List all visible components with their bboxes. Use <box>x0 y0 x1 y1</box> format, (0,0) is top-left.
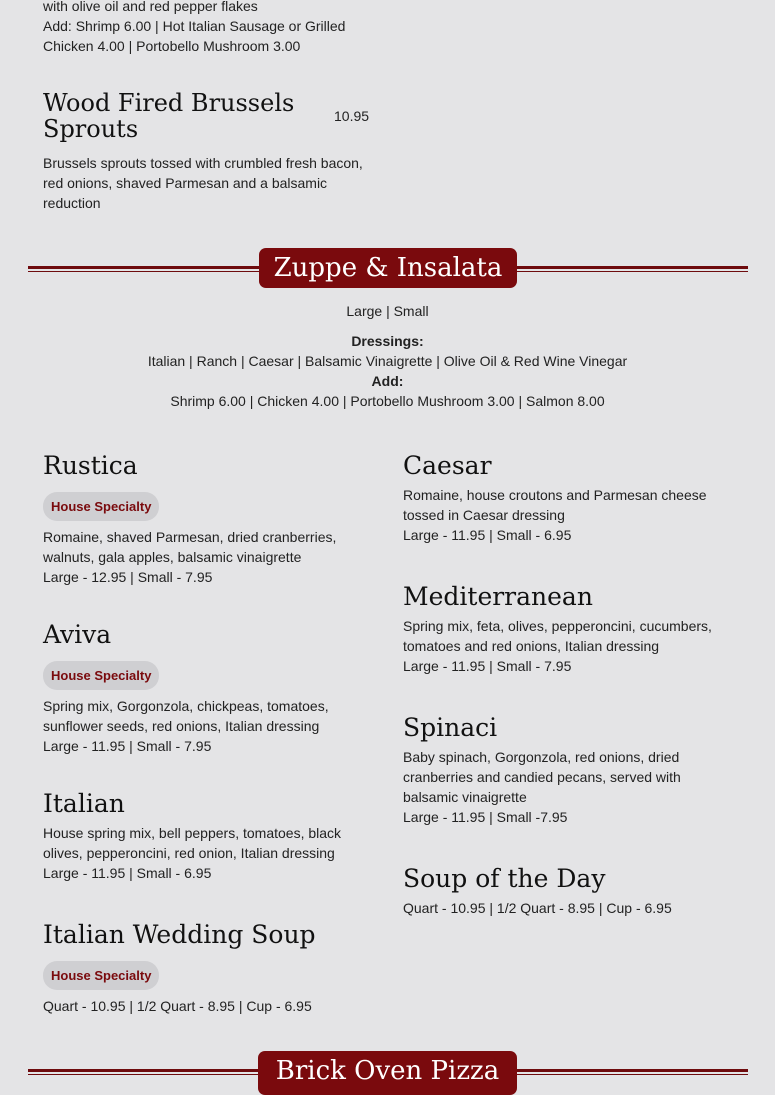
dressings-list: Italian | Ranch | Caesar | Balsamic Vinaigrette | Olive Oil & Red Wine Vinegar <box>147 353 628 369</box>
item-description: Romaine, house croutons and Parmesan cheese tossed in Caesar dressing <box>403 487 707 523</box>
item-price: Quart - 10.95 | 1/2 Quart - 8.95 | Cup - 6.95 <box>43 998 312 1014</box>
item-title: Rustica <box>43 451 138 480</box>
item-price: Large - 11.95 | Small - 7.95 <box>403 658 572 674</box>
house-specialty-badge: House Specialty <box>43 661 159 690</box>
item-description-brussels: Brussels sprouts tossed with crumbled fresh bacon, red onions, shaved Parmesan and a balsamic reduction <box>43 155 363 211</box>
previous-item-add-ons <box>43 16 383 56</box>
item-title: Italian Wedding Soup <box>43 920 316 949</box>
dressings-label: Dressings: <box>351 333 424 349</box>
item-price: Large - 11.95 | Small - 6.95 <box>43 865 212 881</box>
add-options-list: Shrimp 6.00 | Chicken 4.00 | Portobello Mushroom 3.00 | Salmon 8.00 <box>170 393 605 409</box>
add-ons-line: Add: Shrimp 6.00 | Hot Italian Sausage or Grilled <box>43 18 346 34</box>
item-description: Romaine, shaved Parmesan, dried cranberries, walnuts, gala apples, balsamic vinaigrette <box>43 529 337 565</box>
item-description: Spring mix, Gorgonzola, chickpeas, tomatoes, sunflower seeds, red onions, Italian dressing <box>43 698 329 734</box>
item-price: Large - 11.95 | Small - 7.95 <box>43 738 212 754</box>
item-title: Soup of the Day <box>403 864 606 893</box>
item-title: Spinaci <box>403 713 498 742</box>
item-price-brussels: 10.95 <box>334 108 370 124</box>
menu-item-mediterranean <box>403 583 733 676</box>
menu-item-caesar <box>403 452 733 545</box>
item-description: Spring mix, feta, olives, pepperoncini, cucumbers, tomatoes and red onions, Italian dressing <box>403 618 712 654</box>
item-price: Quart - 10.95 | 1/2 Quart - 8.95 | Cup - 6.95 <box>403 900 672 916</box>
previous-item-description: with olive oil and red pepper flakes <box>43 0 258 14</box>
menu-item-italian <box>43 790 373 883</box>
add-ons-line: Chicken 4.00 | Portobello Mushroom 3.00 <box>43 38 301 54</box>
item-title-brussels: Wood Fired Brussels Sprouts <box>43 89 295 143</box>
item-title: Italian <box>43 789 125 818</box>
add-label: Add: <box>371 373 404 389</box>
house-specialty-badge: House Specialty <box>43 961 159 990</box>
item-price: Large - 11.95 | Small -7.95 <box>403 809 568 825</box>
item-price: Large - 12.95 | Small - 7.95 <box>43 569 213 585</box>
menu-item-soup-of-the-day <box>403 865 733 918</box>
menu-item-italian-wedding-soup <box>43 921 373 1016</box>
item-description: Baby spinach, Gorgonzola, red onions, dried cranberries and candied pecans, served with balsamic vinaigrette <box>403 749 681 805</box>
menu-item-rustica <box>43 452 373 587</box>
item-title: Aviva <box>43 620 112 649</box>
item-price: Large - 11.95 | Small - 6.95 <box>403 527 572 543</box>
item-description: House spring mix, bell peppers, tomatoes, black olives, pepperoncini, red onion, Italian dressing <box>43 825 342 861</box>
section-title-pizza: Brick Oven Pizza <box>258 1051 517 1095</box>
section-title-zuppe: Zuppe & Insalata <box>259 248 517 288</box>
menu-item-spinaci <box>403 714 733 827</box>
item-title: Caesar <box>403 451 492 480</box>
item-title: Mediterranean <box>403 582 593 611</box>
size-options: Large | Small <box>346 303 429 319</box>
house-specialty-badge: House Specialty <box>43 492 159 521</box>
menu-item-aviva <box>43 621 373 756</box>
